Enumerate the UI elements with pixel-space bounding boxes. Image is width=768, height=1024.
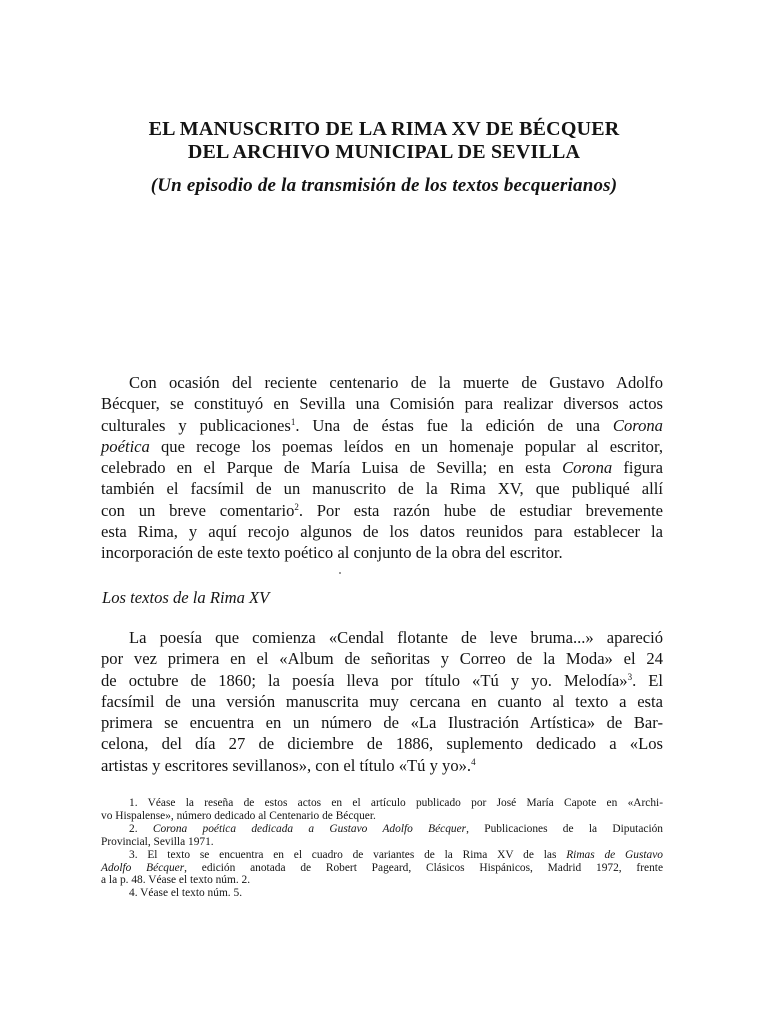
paragraph-line: La poesía que comienza «Cendal flotante de leve bruma...» apareció	[129, 628, 663, 647]
italic-title: Rimas de Gustavo	[566, 848, 664, 861]
footnotes	[101, 797, 663, 900]
paragraph-texts	[101, 627, 663, 776]
text-run: con un breve comentario	[101, 500, 295, 520]
text-run: , Publicaciones de la Diputación	[466, 822, 663, 835]
paragraph-line: por vez primera en el «Album de señoritas y Correo de la Moda» el 24	[101, 649, 663, 669]
text-run: , edición anotada de Robert Pageard, Clásicos Hispánicos, Madrid 1972, frente	[184, 861, 663, 874]
footnote-ref-1[interactable]: 1	[290, 416, 296, 427]
paragraph-line	[101, 500, 663, 521]
italic-title: Corona	[562, 458, 613, 478]
paragraph-line	[101, 670, 663, 691]
footnote-3-cont	[101, 862, 663, 875]
text-run: culturales y publicaciones	[101, 415, 291, 435]
paragraph-intro	[101, 372, 663, 564]
title-line-1: EL MANUSCRITO DE LA RIMA XV DE BÉCQUER	[148, 118, 620, 140]
paragraph-line: esta Rima, y aquí recojo algunos de los datos reunidos para establecer la	[101, 522, 663, 542]
paragraph-line: primera se encuentra en un número de «La Ilustración Artística» de Bar-	[101, 713, 663, 733]
text-run: . El	[632, 670, 664, 690]
text-run: . Por esta razón hube de estudiar brevemente	[298, 500, 663, 520]
paragraph-line: también el facsímil de un manuscrito de la Rima XV, que publiqué allí	[101, 479, 663, 499]
paragraph-line	[101, 436, 663, 457]
footnote-ref-4[interactable]: 4	[471, 756, 476, 767]
italic-title: Corona	[612, 415, 663, 435]
footnote-ref-3[interactable]: 3	[627, 671, 633, 682]
stray-mark	[339, 572, 341, 574]
paragraph-line: incorporación de este texto poético al conjunto de la obra del escritor.	[101, 543, 563, 563]
title-line-2: DEL ARCHIVO MUNICIPAL DE SEVILLA	[187, 141, 581, 163]
paragraph-line: Con ocasión del reciente centenario de la muerte de Gustavo Adolfo	[129, 373, 663, 392]
text-run: 2.	[129, 822, 153, 835]
text-run: artistas y escritores sevillanos», con el título «Tú y yo».	[101, 755, 472, 775]
footnote-2-cont: Provincial, Sevilla 1971.	[101, 835, 214, 848]
section-heading: Los textos de la Rima XV	[102, 588, 270, 607]
text-run: . Una de éstas fue la edición de una	[295, 415, 613, 435]
footnote-ref-2[interactable]: 2	[294, 501, 299, 512]
text-run: que recoge los poemas leídos en un homenaje popular al escritor,	[149, 436, 663, 456]
paragraph-line	[101, 755, 663, 776]
paragraph-line: Bécquer, se constituyó en Sevilla una Comisión para realizar diversos actos	[101, 394, 663, 414]
italic-title: Corona poética dedicada a Gustavo Adolfo Bécquer	[152, 822, 467, 835]
subtitle: (Un episodio de la transmisión de los textos becquerianos)	[150, 175, 618, 196]
paragraph-line: facsímil de una versión manuscrita muy cercana en cuanto al texto a esta	[101, 691, 663, 711]
text-run: 3. El texto se encuentra en el cuadro de variantes de la Rima XV de las	[129, 848, 567, 861]
text-run: celebrado en el Parque de María Luisa de Sevilla; en esta	[101, 458, 563, 478]
italic-title: poética	[101, 436, 150, 456]
text-run: figura	[612, 458, 663, 478]
paragraph-line	[101, 457, 663, 478]
footnote-3	[101, 849, 663, 862]
text-run: de octubre de 1860; la poesía lleva por título «Tú y yo. Melodía»	[101, 670, 628, 690]
footnote-1-cont: vo Hispalense», número dedicado al Centenario de Bécquer.	[101, 809, 376, 822]
footnote-4: 4. Véase el texto núm. 5.	[129, 887, 243, 900]
italic-title: Adolfo Bécquer	[101, 861, 185, 874]
paragraph-line: celona, del día 27 de diciembre de 1886, suplemento dedicado a «Los	[101, 734, 663, 754]
footnote-2	[101, 823, 663, 836]
paragraph-line	[101, 415, 663, 436]
footnote-1: 1. Véase la reseña de estos actos en el artículo publicado por José María Capote en «Archi-	[129, 797, 663, 809]
footnote-3-cont: a la p. 48. Véase el texto núm. 2.	[101, 874, 251, 887]
